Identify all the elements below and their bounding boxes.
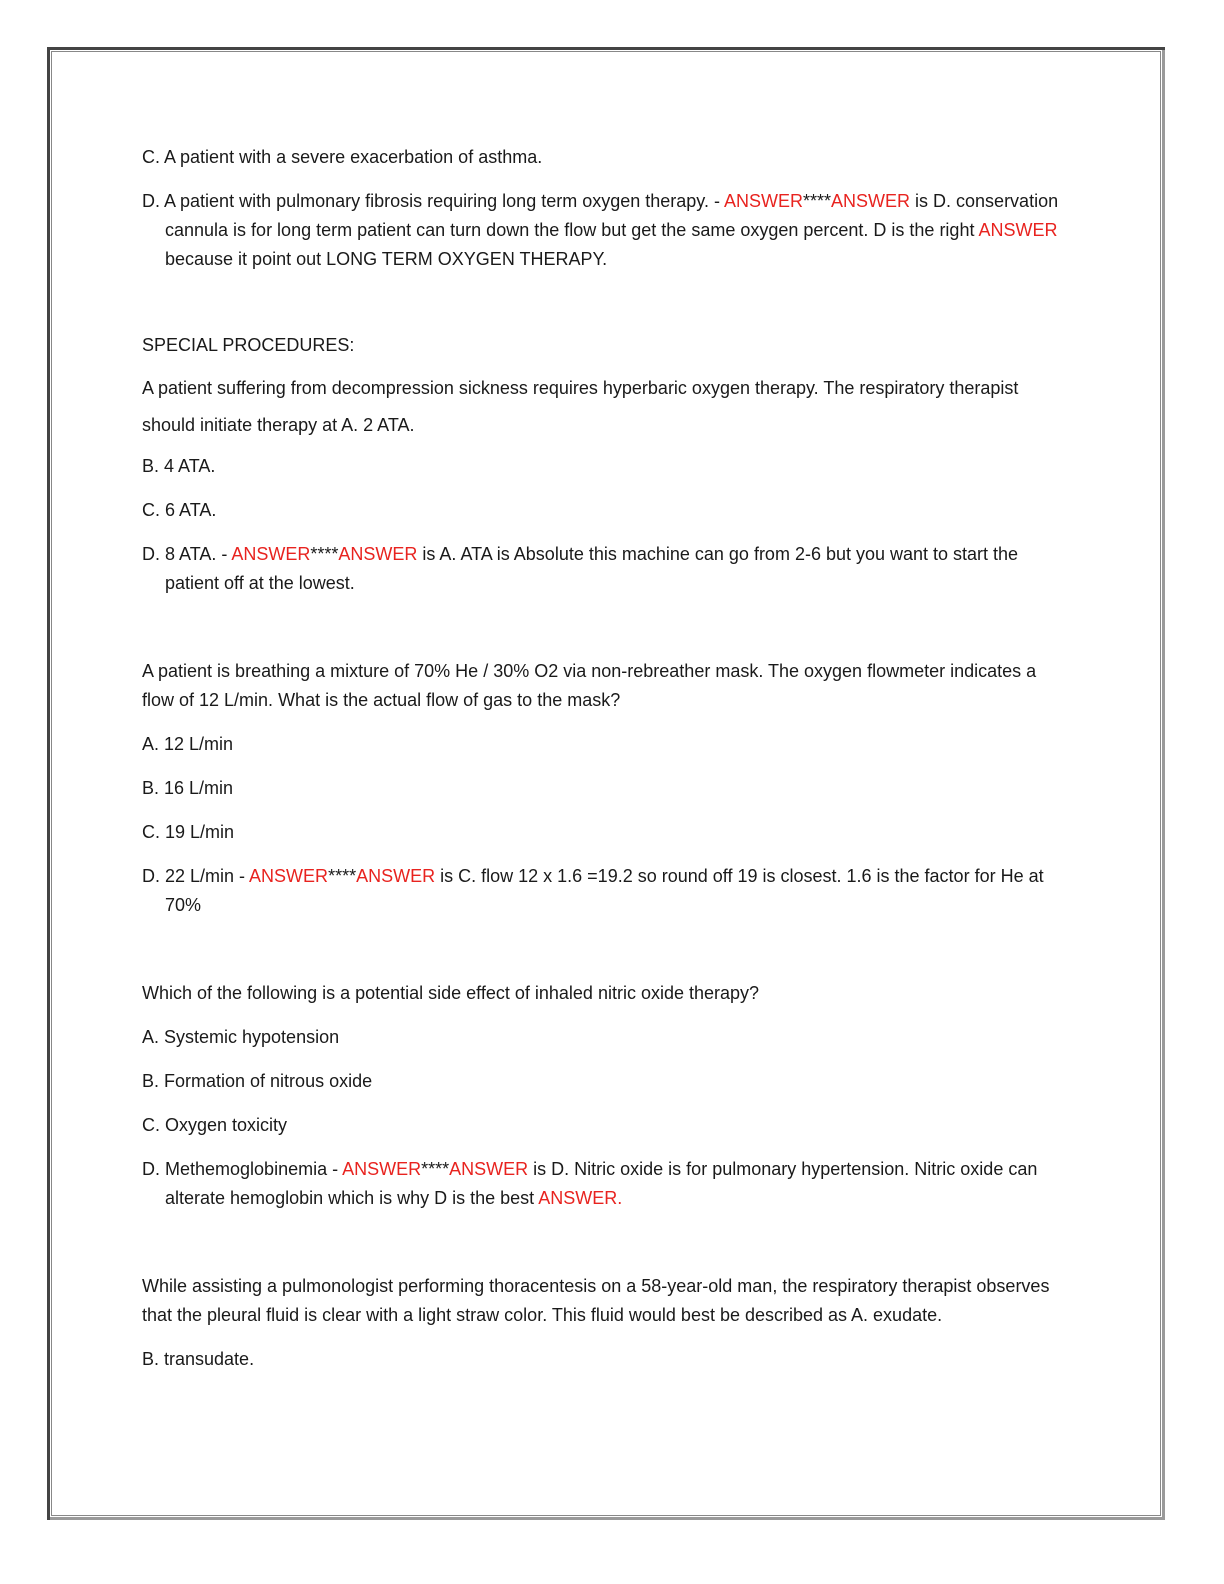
answer-stars: **** bbox=[310, 544, 339, 564]
page-border-shadow-bottom bbox=[50, 1517, 1165, 1520]
q1-option-d bbox=[142, 187, 1062, 274]
q3-stem: A patient is breathing a mixture of 70% He / 30% O2 via non-rebreather mask. The oxygen flowmeter indicates a flow of 12 L/min. What is the actual flow of gas to the mask? bbox=[142, 661, 1037, 710]
answer-label: ANSWER. bbox=[538, 1188, 623, 1208]
answer-label: ANSWER bbox=[231, 544, 311, 564]
answer-explanation: is C. flow 12 x 1.6 =19.2 so round off 19 is closest. 1.6 is the factor for He at 70% bbox=[165, 866, 1044, 915]
q2-option-b: B. 4 ATA. bbox=[142, 456, 216, 476]
q5-stem: While assisting a pulmonologist performing thoracentesis on a 58-year-old man, the respiratory therapist observes that the pleural fluid is clear with a light straw color. This fluid would best be described as A. exudate. bbox=[142, 1276, 1050, 1325]
answer-label: ANSWER bbox=[249, 866, 329, 886]
answer-label: ANSWER bbox=[831, 191, 911, 211]
answer-label: ANSWER bbox=[723, 191, 803, 211]
q2-stem: A patient suffering from decompression sickness requires hyperbaric oxygen therapy. The respiratory therapist should initiate therapy at A. 2 ATA. bbox=[142, 378, 1019, 435]
q3-option-b: B. 16 L/min bbox=[142, 778, 234, 798]
q4-option-b: B. Formation of nitrous oxide bbox=[142, 1071, 373, 1091]
answer-label: ANSWER bbox=[342, 1159, 422, 1179]
answer-label: ANSWER bbox=[449, 1159, 529, 1179]
answer-explanation: is D. Nitric oxide is for pulmonary hypertension. Nitric oxide can alterate hemoglobin which is why D is the best bbox=[165, 1159, 1038, 1208]
document-body bbox=[142, 143, 1062, 1374]
answer-label: ANSWER bbox=[356, 866, 436, 886]
q3-option-c: C. 19 L/min bbox=[142, 822, 235, 842]
q4-option-d bbox=[142, 1155, 1062, 1213]
q4-option-d-text: D. Methemoglobinemia - bbox=[142, 1159, 343, 1179]
answer-label: ANSWER bbox=[338, 544, 418, 564]
section-heading: SPECIAL PROCEDURES: bbox=[142, 335, 355, 355]
q3-option-d bbox=[142, 862, 1062, 920]
q4-option-a: A. Systemic hypotension bbox=[142, 1027, 340, 1047]
q3-option-a: A. 12 L/min bbox=[142, 734, 234, 754]
q2-option-c: C. 6 ATA. bbox=[142, 500, 217, 520]
answer-explanation: is A. ATA is Absolute this machine can go from 2-6 but you want to start the patient off at the lowest. bbox=[165, 544, 1019, 593]
q4-stem: Which of the following is a potential side effect of inhaled nitric oxide therapy? bbox=[142, 983, 760, 1003]
answer-stars: **** bbox=[421, 1159, 450, 1179]
q2-option-d-text: D. 8 ATA. - bbox=[142, 544, 232, 564]
q2-option-d bbox=[142, 540, 1062, 598]
q3-option-d-text: D. 22 L/min - bbox=[142, 866, 250, 886]
page-border-shadow-right bbox=[1162, 50, 1165, 1519]
answer-label: ANSWER bbox=[978, 220, 1058, 240]
answer-stars: **** bbox=[802, 191, 832, 211]
q4-option-c: C. Oxygen toxicity bbox=[142, 1115, 288, 1135]
answer-stars: **** bbox=[328, 866, 357, 886]
answer-explanation-tail: because it point out LONG TERM OXYGEN THERAPY. bbox=[165, 249, 608, 269]
q1-option-c: C. A patient with a severe exacerbation of asthma. bbox=[142, 147, 543, 167]
q5-option-b: B. transudate. bbox=[142, 1349, 255, 1369]
answer-explanation: is D. conservation cannula is for long term patient can turn down the flow but get the same oxygen percent. D is the right bbox=[165, 191, 1059, 240]
q1-option-d-text: D. A patient with pulmonary fibrosis requiring long term oxygen therapy. - bbox=[142, 191, 724, 211]
